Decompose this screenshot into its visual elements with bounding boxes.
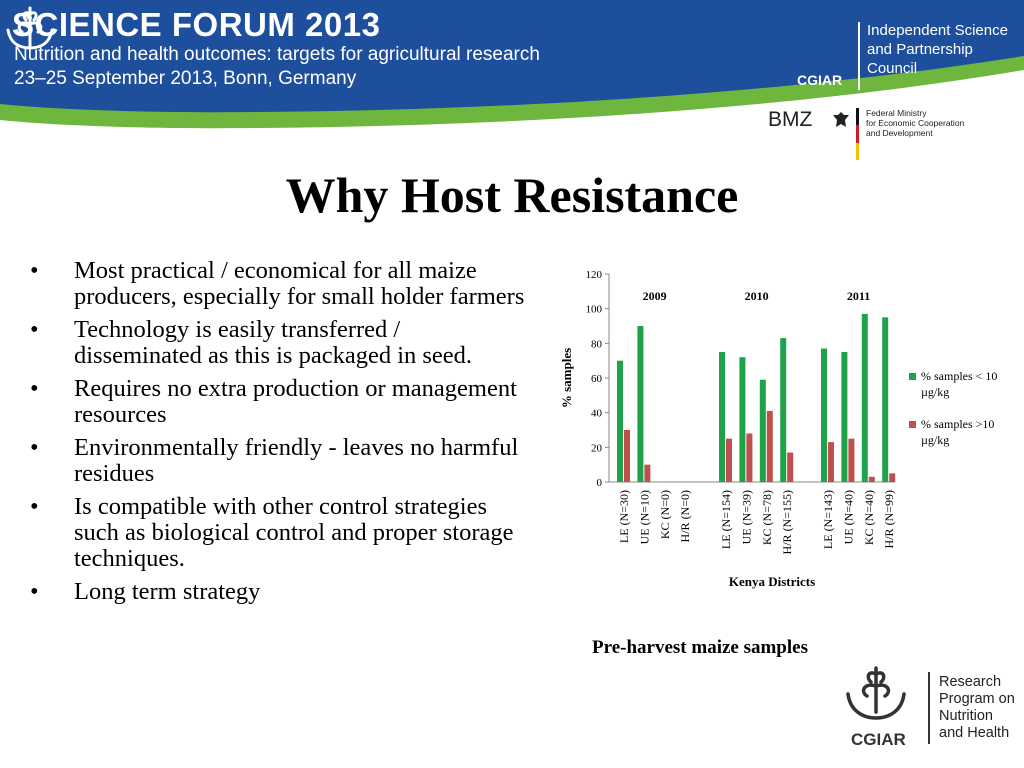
x-tick-label: KC (N=78) xyxy=(759,490,774,546)
footer-divider xyxy=(928,672,930,744)
bar-above-10 xyxy=(726,439,732,482)
y-tick-label: 60 xyxy=(591,373,602,385)
y-tick-label: 100 xyxy=(585,303,602,316)
bullet-text: Requires no extra production or management resources xyxy=(74,375,517,428)
bar-below-10 xyxy=(780,338,786,482)
bullet-text: Long term strategy xyxy=(74,578,261,605)
bullet-point: • xyxy=(30,375,39,402)
y-axis-title: % samples xyxy=(559,347,574,409)
bullet-point: • xyxy=(30,316,39,343)
legend-label: % samples >10 µg/kg xyxy=(921,417,995,447)
bar-below-10 xyxy=(739,357,745,482)
cgiar-logo-icon xyxy=(0,0,60,70)
x-tick-label: KC (N=0) xyxy=(657,490,672,540)
bar-above-10 xyxy=(644,465,650,482)
bmz-logo-text: BMZ xyxy=(768,108,813,131)
x-tick-label: H/R (N=0) xyxy=(678,490,693,543)
y-tick-label: 20 xyxy=(591,442,602,455)
cgiar-footer-logo-icon xyxy=(840,662,912,732)
bar-above-10 xyxy=(746,433,752,482)
header-divider xyxy=(858,22,860,90)
bar-above-10 xyxy=(889,473,895,482)
chart-caption: Pre-harvest maize samples xyxy=(592,637,808,658)
bullet-item xyxy=(30,435,530,487)
federal-eagle-icon xyxy=(832,110,850,130)
bar-below-10 xyxy=(719,352,725,482)
bar-below-10 xyxy=(841,352,847,482)
bar-below-10 xyxy=(862,314,868,482)
forum-title: SCIENCE FORUM 2013 xyxy=(12,6,381,43)
bullet-text: Is compatible with other control strategies such as biological control and proper storage techniques. xyxy=(74,493,514,572)
y-tick-label: 40 xyxy=(591,407,602,420)
german-flag-bar xyxy=(856,108,859,160)
x-tick-label: H/R (N=99) xyxy=(882,490,897,549)
research-program-name: Research Program on Nutrition and Health xyxy=(939,674,1015,741)
bullet-item xyxy=(30,579,530,605)
y-tick-label: 120 xyxy=(585,269,602,281)
bar-below-10 xyxy=(882,317,888,482)
y-tick-label: 0 xyxy=(596,477,602,489)
maize-samples-chart xyxy=(545,262,1024,602)
ministry-name: Federal Ministry for Economic Cooperation and Development xyxy=(866,108,965,138)
x-tick-label: UE (N=10) xyxy=(637,490,652,545)
bullet-text: Technology is easily transferred / disseminated as this is packaged in seed. xyxy=(74,316,473,369)
x-tick-label: H/R (N=155) xyxy=(780,490,795,555)
x-tick-label: KC (N=40) xyxy=(861,490,876,546)
bar-below-10 xyxy=(760,380,766,482)
bar-above-10 xyxy=(828,442,834,482)
bullet-item xyxy=(30,376,530,428)
year-group-label: 2009 xyxy=(642,289,667,303)
bar-above-10 xyxy=(624,430,630,482)
x-tick-label: LE (N=30) xyxy=(617,490,631,544)
bullet-point: • xyxy=(30,493,39,520)
bullet-point: • xyxy=(30,578,39,605)
bar-below-10 xyxy=(617,361,623,482)
year-group-label: 2011 xyxy=(846,289,871,303)
x-tick-label: LE (N=143) xyxy=(821,490,835,550)
y-tick-label: 80 xyxy=(591,338,602,351)
bullet-text: Environmentally friendly - leaves no harmful residues xyxy=(74,434,519,487)
bullet-point: • xyxy=(30,257,39,284)
legend-label: % samples < 10 µg/kg xyxy=(921,369,998,399)
bullet-text: Most practical / economical for all maize producers, especially for small holder farmers xyxy=(74,257,525,310)
year-group-label: 2010 xyxy=(744,289,769,303)
x-axis-title: Kenya Districts xyxy=(728,574,816,589)
forum-dateline: 23–25 September 2013, Bonn, Germany xyxy=(14,68,357,89)
bar-below-10 xyxy=(821,349,827,482)
bar-above-10 xyxy=(787,453,793,482)
legend-swatch xyxy=(909,421,916,428)
council-name: Independent Science and Partnership Council xyxy=(867,22,1008,77)
bar-above-10 xyxy=(848,439,854,482)
legend-swatch xyxy=(909,373,916,380)
bullet-item xyxy=(30,494,530,572)
cgiar-top-label: CGIAR xyxy=(797,72,843,88)
x-tick-label: UE (N=39) xyxy=(739,490,754,545)
bar-below-10 xyxy=(637,326,643,482)
forum-subtitle: Nutrition and health outcomes: targets for agricultural research xyxy=(14,44,540,65)
x-tick-label: UE (N=40) xyxy=(841,490,856,545)
bullet-item xyxy=(30,258,530,310)
bar-above-10 xyxy=(869,477,875,482)
bullet-list xyxy=(30,258,530,612)
bar-above-10 xyxy=(767,411,773,482)
x-tick-label: LE (N=154) xyxy=(719,490,733,550)
bullet-item xyxy=(30,317,530,369)
slide-title: Why Host Resistance xyxy=(285,167,739,223)
bullet-point: • xyxy=(30,434,39,461)
cgiar-footer-label: CGIAR xyxy=(851,730,906,749)
